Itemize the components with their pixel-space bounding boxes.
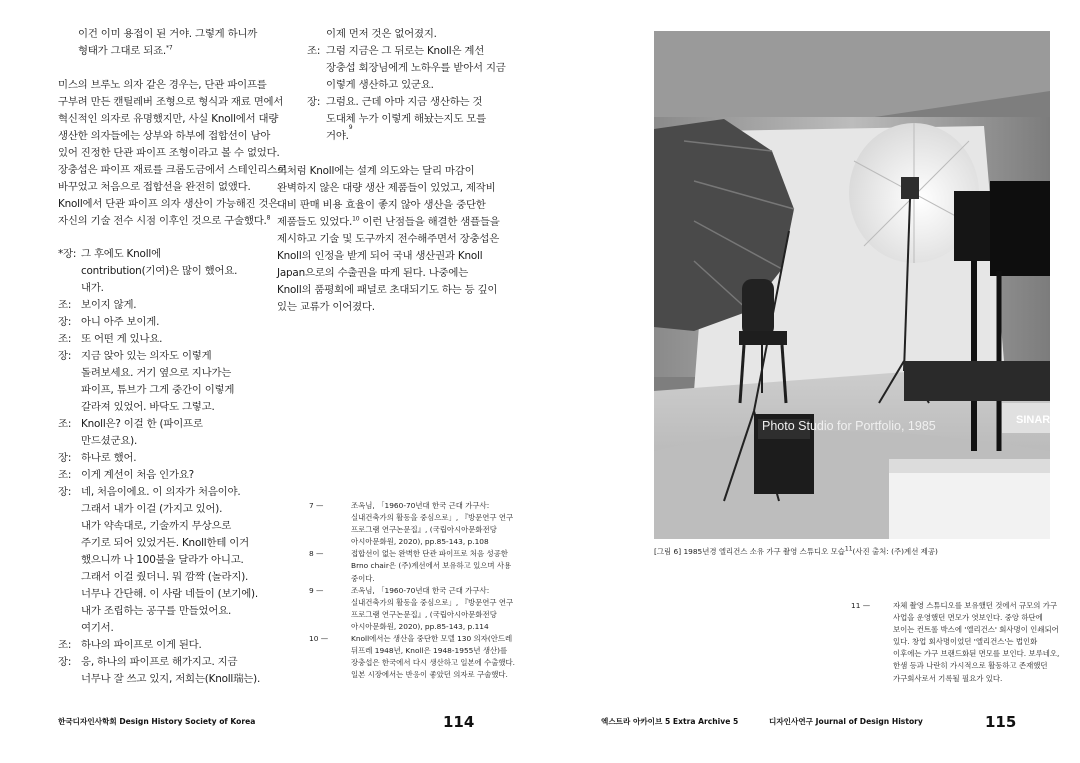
dialogue-turn <box>58 314 260 331</box>
footnote-number <box>851 648 893 660</box>
text-line: Knoll에서 단관 파이프 의자 생산이 가능해진 것은 <box>58 198 279 210</box>
footnote-number <box>309 524 351 536</box>
dialogue-text: 갈라져 있었어. 바닥도 그렇고. <box>81 401 215 413</box>
footnote-number: 8 — <box>309 549 324 559</box>
speaker-label <box>58 433 81 450</box>
text-line: 자신의 기술 전수 시점 이후인 것으로 구술했다.$^8$ <box>58 214 271 227</box>
footnote-line <box>309 657 515 669</box>
dialogue-text: 장충섭 회장님에게 노하우를 받아서 지금 <box>326 62 506 74</box>
footnote-number <box>309 657 351 669</box>
dialogue-text: 만드셨군요). <box>81 435 138 447</box>
speaker-label <box>58 620 81 637</box>
dialogue-continuation <box>58 603 260 620</box>
text-line: 바꾸었고 처음으로 접합선을 완전히 없앴다. <box>58 181 251 193</box>
speaker-label: 장: <box>58 350 72 362</box>
dialogue-continuation <box>58 263 260 280</box>
dialogue-text: 거야. <box>326 130 349 142</box>
footnote-ref: *7 <box>166 44 173 52</box>
footnote-ref: 10 <box>352 215 360 223</box>
dialogue-turn <box>307 94 506 111</box>
footnote-text: 아시아문화원, 2020), pp.85-143, p.108 <box>351 537 489 547</box>
footnote-text: 실내건축가의 활동을 중심으로」, 『방문연구 연구 <box>351 513 514 523</box>
speaker-label: 조: <box>58 639 72 651</box>
speaker-label: 장: <box>58 656 72 668</box>
footnote-number <box>851 636 893 648</box>
dialogue-continuation <box>58 382 260 399</box>
dialogue-turn <box>307 43 506 60</box>
body-paragraph-2 <box>277 163 500 316</box>
dialogue-turn <box>307 26 506 43</box>
footnote-number: 11 — <box>851 601 871 610</box>
dialogue-text: 하나의 파이프로 이게 된다. <box>81 639 202 651</box>
footnote-line <box>309 500 515 512</box>
footnote-line <box>851 612 1059 624</box>
footnote-text: 있다. 창업 회사명이었던 '엘리건스'는 법인화 <box>893 637 1038 647</box>
body-paragraph-1 <box>58 77 287 230</box>
speaker-label <box>58 501 81 518</box>
footnote-11 <box>851 600 1059 685</box>
intro-paragraph <box>78 26 257 60</box>
speaker-label <box>58 280 81 297</box>
footnote-text: 프로그램 연구논문집』, (국립아시아문화전당 <box>351 525 497 535</box>
text-line: 형태가 그대로 되죠.$^{*7}$ <box>78 44 173 57</box>
footnote-text: 자체 촬영 스튜디오를 보유했던 것에서 규모의 가구 <box>893 601 1058 610</box>
speaker-label <box>58 569 81 586</box>
dialogue-text: 지금 앉아 있는 의자도 이렇게 <box>81 350 212 362</box>
footnote-text: 뒤프레 1948년, Knoll은 1948-1955년 생산)를 <box>351 646 508 656</box>
speaker-label <box>58 535 81 552</box>
interview-dialogue-continued <box>307 26 506 145</box>
text-line: 이건 이미 용접이 된 거야. 그렇게 하니까 <box>78 28 258 40</box>
footnote-line <box>851 624 1059 636</box>
footnote-number: 7 — <box>309 501 324 510</box>
speaker-label <box>58 603 81 620</box>
dialogue-text: 여기서. <box>81 622 114 634</box>
speaker-label: 장: <box>58 452 72 464</box>
speaker-label <box>58 263 81 280</box>
footnote-ref: 8 <box>266 214 271 222</box>
footnote-number <box>851 660 893 672</box>
dialogue-text: 내가 약속대로, 기술까지 무상으로 <box>81 520 232 532</box>
dialogue-text: Knoll은? 이걸 한 (파이프로 <box>81 418 203 430</box>
dialogue-continuation <box>58 535 260 552</box>
dialogue-text: 이게 계선이 처음 인가요? <box>81 469 194 481</box>
dialogue-text: 주기로 되어 있었거든. Knoll한테 이거 <box>81 537 249 549</box>
dialogue-turn <box>58 637 260 654</box>
dialogue-text: 그래서 이걸 줬더니. 뭐 깜짝 (놀라지). <box>81 571 249 583</box>
text-line: 생산한 의자들에는 상부와 하부에 접합선이 남아 <box>58 130 271 142</box>
footnote-line <box>851 660 1059 672</box>
footnote-number <box>309 536 351 548</box>
text-line: 미스의 브루노 의자 같은 경우는, 단관 파이프를 <box>58 79 267 91</box>
dialogue-turn <box>58 331 260 348</box>
dialogue-continuation <box>58 501 260 518</box>
studio-photo <box>654 31 1050 539</box>
footnote-number: 10 — <box>309 634 329 644</box>
dialogue-text: 그럼요. 근데 아마 지금 생산하는 것 <box>326 96 483 108</box>
interview-dialogue <box>58 246 260 688</box>
photo-watermark: Photo Studio for Portfolio, 1985 <box>762 419 936 433</box>
text-line: 장충섭은 파이프 재료를 크롬도금에서 스테인리스로 <box>58 164 287 176</box>
page-number-right: 115 <box>985 713 1017 731</box>
footnote-line <box>309 645 515 657</box>
speaker-label <box>58 552 81 569</box>
footnote-text: 중이다. <box>351 573 375 583</box>
footnote-text: Knoll에서는 생산을 중단한 모델 130 의자(안드레 <box>351 634 513 644</box>
footnote-number <box>851 673 893 685</box>
footnote-line <box>309 585 515 597</box>
footer-extra-archive: 엑스트라 아카이브 5 Extra Archive 5 <box>601 717 739 726</box>
footnote-number <box>309 512 351 524</box>
text-line: 혁신적인 의자로 유명했지만, 사실 Knoll에서 대량 <box>58 113 279 125</box>
footnote-line <box>309 524 515 536</box>
footnote-number: 9 — <box>309 585 324 595</box>
footnote-line <box>309 536 515 548</box>
footer-society: 한국디자인사학회 Design History Society of Korea <box>58 717 256 726</box>
speaker-label <box>58 586 81 603</box>
speaker-label: 조: <box>307 45 321 57</box>
speaker-label <box>58 399 81 416</box>
footnote-line <box>309 597 515 609</box>
footnote-line <box>309 512 515 524</box>
speaker-label <box>58 365 81 382</box>
dialogue-text: 파이프, 튜브가 그게 중간이 이렇게 <box>81 384 235 396</box>
footnote-text: 사업을 운영했던 면모가 엿보인다. 중앙 하단에 <box>893 613 1043 623</box>
dialogue-text: 했으니까 나 100불을 달라가 아니고. <box>81 554 244 566</box>
dialogue-turn <box>58 246 260 263</box>
text-line: Japan으로의 수출권을 따게 된다. 나중에는 <box>277 267 469 279</box>
footnote-line <box>851 636 1059 648</box>
dialogue-text: 그 후에도 Knoll에 <box>81 248 161 260</box>
footnote-number <box>309 609 351 621</box>
footnote-text: 일본 시장에서는 반응이 좋았던 의자로 구술했다. <box>351 670 508 680</box>
dialogue-turn <box>58 484 260 501</box>
footnote-text: 프로그램 연구논문집』, (국립아시아문화전당 <box>351 609 497 619</box>
footnote-line <box>309 633 515 645</box>
studio-photo-graphic <box>654 31 1050 539</box>
dialogue-text: 그럼 지금은 그 뒤로는 Knoll은 계선 <box>326 45 485 57</box>
footnote-ref: 11 <box>844 545 853 553</box>
dialogue-text: 또 어떤 게 있나요. <box>81 333 163 345</box>
footnote-text: 장충섭은 한국에서 다시 생산하고 일본에 수출했다. <box>351 658 516 668</box>
dialogue-continuation <box>58 586 260 603</box>
speaker-label: 조: <box>58 333 72 345</box>
speaker-label: 장: <box>307 96 321 108</box>
dialogue-turn <box>58 450 260 467</box>
dialogue-text: 돌려보세요. 거기 옆으로 지나가는 <box>81 367 232 379</box>
footnote-text: 이후에는 가구 브랜드화된 면모를 보인다. 보루네오, <box>893 649 1060 659</box>
footnote-text: 한샘 등과 나란히 가시적으로 활동하고 존재했던 <box>893 661 1048 671</box>
footnote-number <box>309 621 351 633</box>
dialogue-text: 이렇게 생산하고 있군요. <box>326 79 434 91</box>
speaker-label <box>307 26 326 43</box>
dialogue-continuation <box>58 569 260 586</box>
text-line: 있어 진정한 단관 파이프 조형이라고 볼 수 없었다. <box>58 147 280 159</box>
dialogue-text: 보이지 않게. <box>81 299 137 311</box>
speaker-label: *장: <box>58 248 77 260</box>
text-line: Knoll의 품평회에 패널로 초대되기도 하는 등 깊이 <box>277 284 498 296</box>
footnote-text: 조옥님, 「1960-70년대 한국 근대 가구사: <box>351 585 490 595</box>
footnote-number <box>309 669 351 681</box>
footnote-line <box>309 560 515 572</box>
footnote-text: 조옥님, 「1960-70년대 한국 근대 가구사: <box>351 501 490 510</box>
speaker-label: 장: <box>58 486 72 498</box>
dialogue-turn <box>58 348 260 365</box>
dialogue-continuation <box>307 124 506 145</box>
dialogue-text: 이제 먼저 것은 없어졌지. <box>326 28 437 40</box>
dialogue-continuation <box>58 280 260 297</box>
dialogue-text: 아니 아주 보이게. <box>81 316 160 328</box>
footnote-number <box>309 573 351 585</box>
dialogue-continuation <box>58 433 260 450</box>
dialogue-turn <box>58 416 260 433</box>
dialogue-turn <box>58 297 260 314</box>
footnote-line <box>309 609 515 621</box>
speaker-label <box>58 382 81 399</box>
footnote-text: 보이는 컨트롤 박스에 '엘리건스' 회사명이 인쇄되어 <box>893 625 1059 635</box>
text-line: 대비 판매 비용 효율이 좋지 않아 생산을 중단한 <box>277 199 486 211</box>
footnotes <box>309 500 515 681</box>
speaker-label: 장: <box>58 316 72 328</box>
dialogue-continuation <box>58 365 260 382</box>
footnote-line <box>851 673 1059 685</box>
speaker-label <box>307 77 326 94</box>
dialogue-turn <box>58 654 260 671</box>
dialogue-continuation <box>58 620 260 637</box>
dialogue-text: 내가. <box>81 282 104 294</box>
speaker-label: 조: <box>58 418 72 430</box>
text-line: 이처럼 Knoll에는 설계 의도와는 달리 마감이 <box>277 165 475 177</box>
text-line: 완벽하지 않은 대량 생산 제품들이 있었고, 제작비 <box>277 182 496 194</box>
footnote-text: 실내건축가의 활동을 중심으로」, 『방문연구 연구 <box>351 597 514 607</box>
dialogue-turn <box>58 467 260 484</box>
footnote-number <box>309 645 351 657</box>
speaker-label <box>307 60 326 77</box>
text-line: 있는 교류가 이어졌다. <box>277 301 375 313</box>
footnote-text: 아시아문화원, 2020), pp.85-143, p.114 <box>351 621 489 631</box>
text-line: 구부려 만든 캔틸레버 조형으로 형식과 재료 면에서 <box>58 96 284 108</box>
dialogue-text: 하나로 했어. <box>81 452 137 464</box>
footnote-ref: 9 <box>348 124 353 131</box>
footnote-line <box>309 669 515 681</box>
dialogue-text: 너무나 잘 쓰고 있지, 저희는(Knoll瑞는). <box>81 673 261 685</box>
footnote-line <box>851 600 1059 612</box>
footnote-line <box>309 621 515 633</box>
dialogue-text: 응, 하나의 파이프로 해가지고. 지금 <box>81 656 238 668</box>
dialogue-text: 도대체 누가 이렇게 해놨는지도 모를 <box>326 113 486 125</box>
footnote-text: Brno chair은 (주)계선에서 보유하고 있으며 사용 <box>351 561 512 571</box>
dialogue-continuation <box>307 77 506 94</box>
dialogue-text: contribution(기여)은 많이 했어요. <box>81 265 238 277</box>
footnote-line <box>309 573 515 585</box>
footer-journal: 디자인사연구 Journal of Design History <box>769 717 923 726</box>
page-number-left: 114 <box>443 713 475 731</box>
speaker-label <box>58 518 81 535</box>
dialogue-text: 내가 조립하는 공구를 만들었어요. <box>81 605 232 617</box>
speaker-label <box>58 671 81 688</box>
footnote-number <box>851 624 893 636</box>
dialogue-text: 네, 처음이에요. 이 의자가 처음이야. <box>81 486 241 498</box>
speaker-label: 조: <box>58 469 72 481</box>
sinar-label: SINAR <box>1016 414 1050 426</box>
dialogue-continuation <box>58 399 260 416</box>
speaker-label <box>307 111 326 128</box>
text-line: 제시하고 기술 및 도구까지 전수해주면서 장충섭은 <box>277 233 500 245</box>
figure-caption: [그림 6] 1985년경 엘리건스 소유 가구 촬영 스튜디오 모습$^{11}$(사진 출처: (주)계선 제공) <box>654 545 938 556</box>
footnote-number <box>851 612 893 624</box>
dialogue-continuation <box>58 552 260 569</box>
dialogue-text: 그래서 내가 이걸 (가지고 있어). <box>81 503 223 515</box>
footnote-text: 가구회사로서 기록될 필요가 있다. <box>893 673 1003 683</box>
speaker-label: 조: <box>58 299 72 311</box>
text-line: Knoll의 인정을 받게 되어 국내 생산권과 Knoll <box>277 250 483 262</box>
dialogue-continuation <box>307 111 506 128</box>
dialogue-continuation <box>307 60 506 77</box>
dialogue-continuation <box>58 671 260 688</box>
footnote-line <box>851 648 1059 660</box>
speaker-label <box>307 128 326 145</box>
dialogue-text: 너무나 간단해. 이 사람 네들이 (보기에). <box>81 588 258 600</box>
footnote-number <box>309 597 351 609</box>
text-line: 제품들도 있었다.$^{10}$ 이런 난점들을 해결한 샘플들을 <box>277 215 500 228</box>
dialogue-continuation <box>58 518 260 535</box>
footnote-number <box>309 560 351 572</box>
footnote-text: 접합선이 없는 완벽한 단관 파이프로 처음 성공한 <box>351 549 508 559</box>
footnote-line <box>309 548 515 560</box>
